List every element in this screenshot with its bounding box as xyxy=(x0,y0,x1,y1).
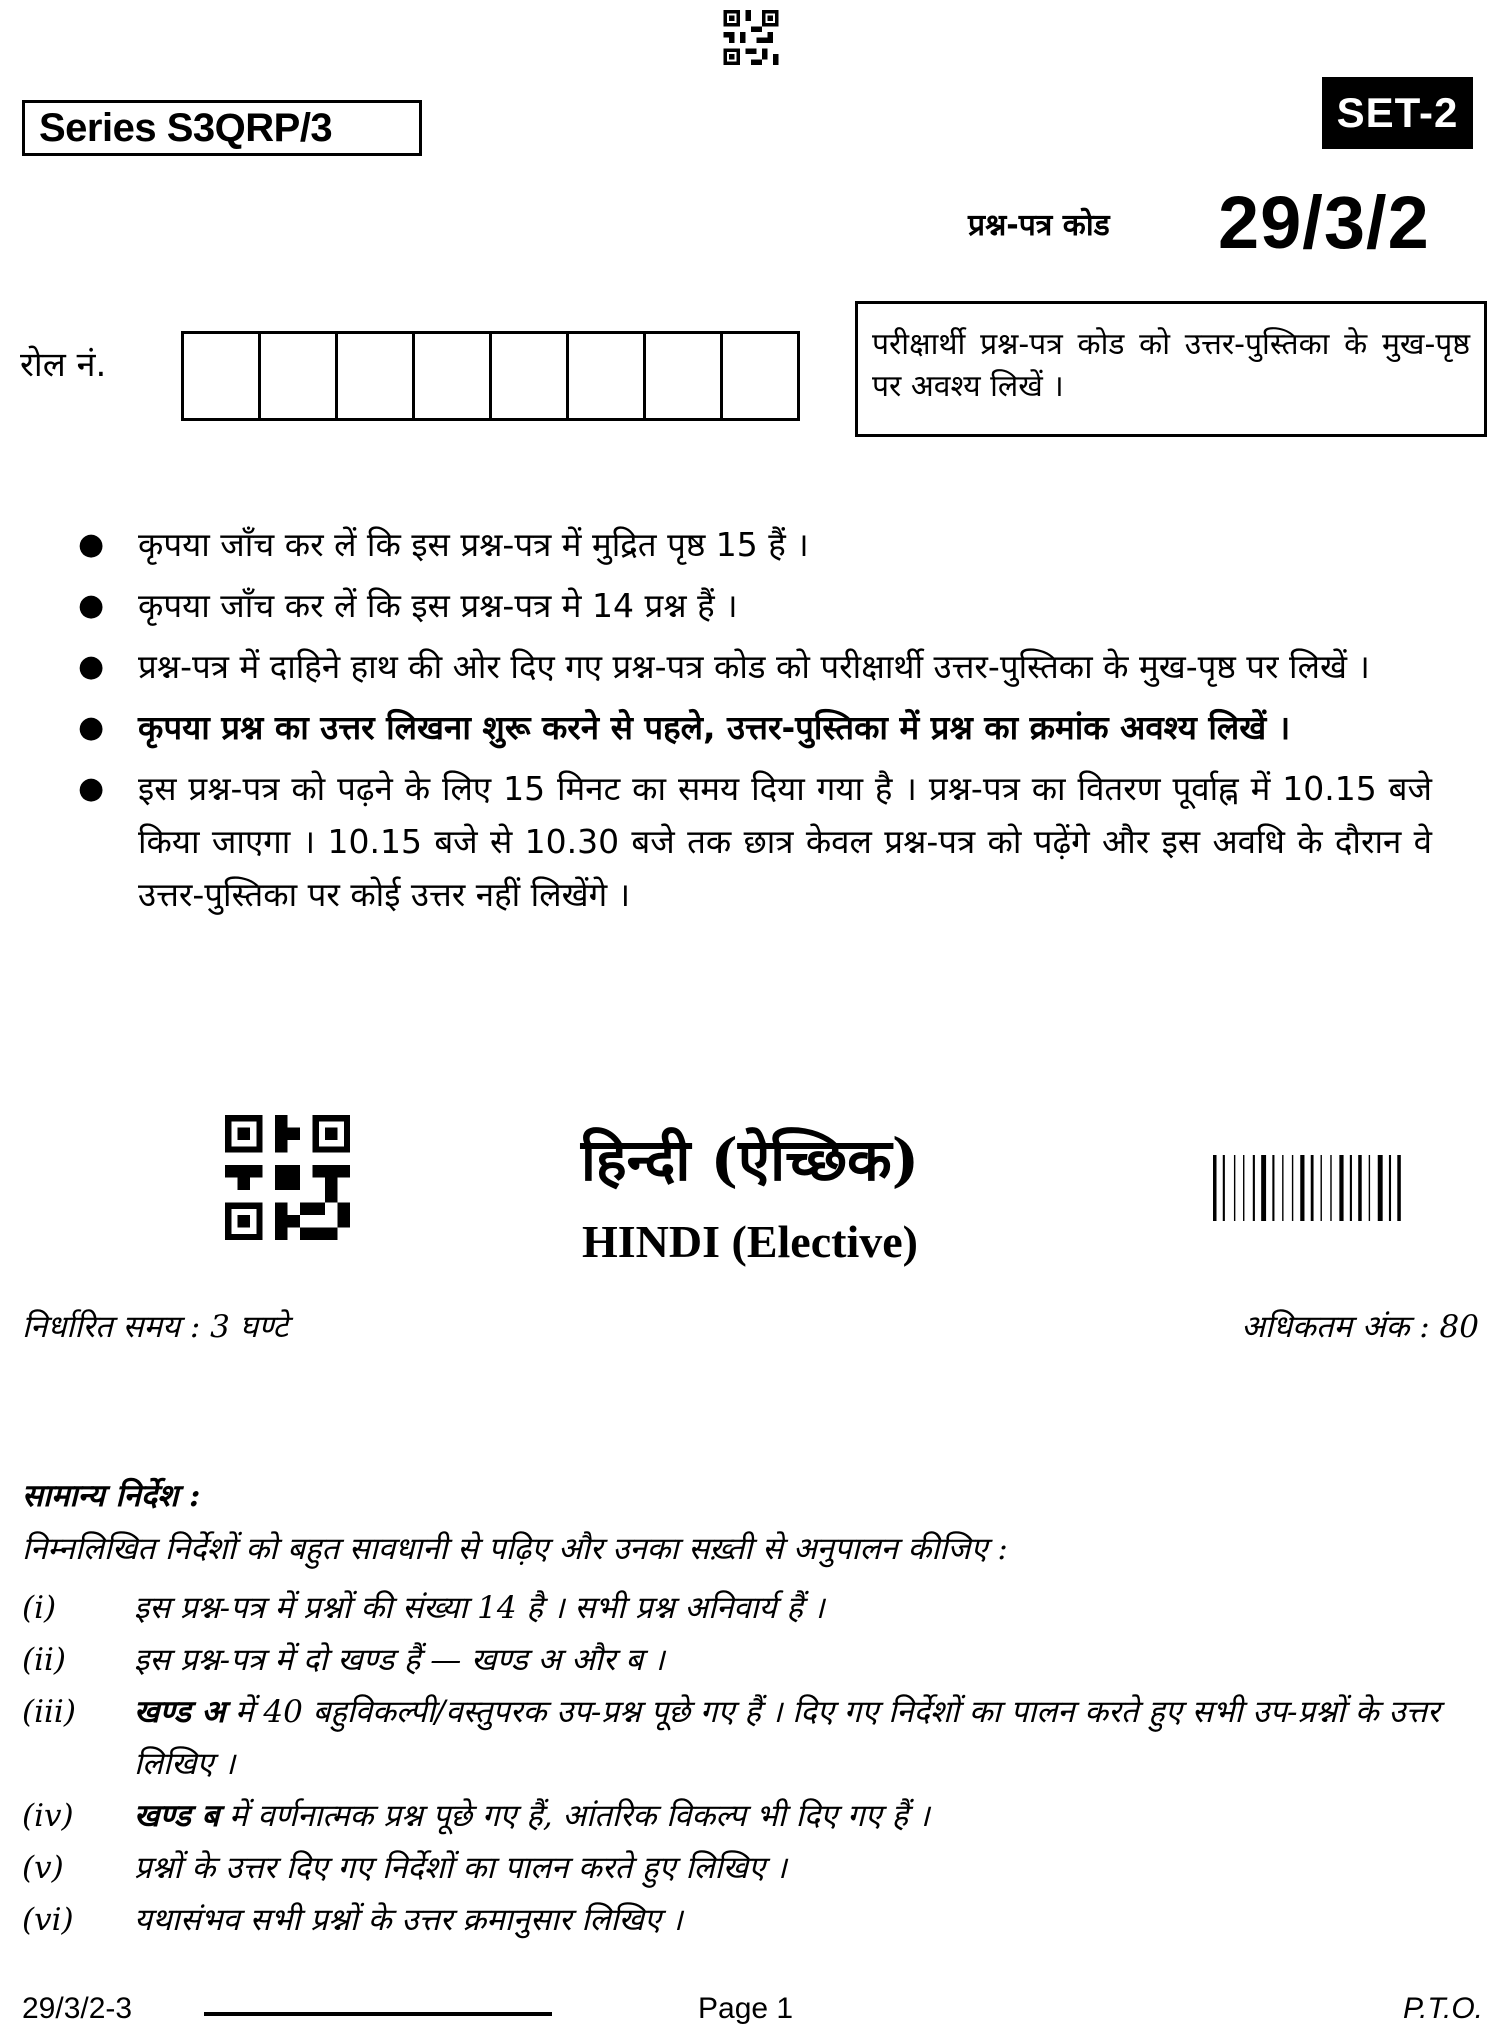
subject-title-english: HINDI (Elective) xyxy=(582,1216,918,1267)
roll-number-cell[interactable] xyxy=(646,334,723,418)
set-badge: SET-2 xyxy=(1322,77,1473,149)
pto-label: P.T.O. xyxy=(1402,1992,1483,2025)
candidate-checklist xyxy=(72,518,1432,929)
roll-number-label: रोल नं. xyxy=(20,345,107,385)
paper-code: 29/3/2 xyxy=(1218,181,1430,264)
page-number: Page 1 xyxy=(698,1992,794,2025)
footer-divider xyxy=(204,2012,552,2016)
roll-number-cell[interactable] xyxy=(184,334,261,418)
checklist-item: ● कृपया प्रश्न का उत्तर लिखना शुरू करने से पहले, उत्तर-पुस्तिका में प्रश्न का क्रमांक अवश्य लिखें । xyxy=(72,701,1432,754)
qr-code-icon xyxy=(722,10,780,65)
qr-code-icon xyxy=(225,1115,350,1240)
bullet-icon: ● xyxy=(78,588,105,623)
instruction-item: (ii) इस प्रश्न-पत्र में दो खण्ड हैं — खण्ड अ और ब । xyxy=(22,1642,665,1678)
checklist-item: ● प्रश्न-पत्र में दाहिने हाथ की ओर दिए गए प्रश्न-पत्र कोड को परीक्षार्थी उत्तर-पुस्तिका के मुख-पृष्ठ पर लिखें । xyxy=(72,640,1432,693)
instruction-item: (vi) यथासंभव सभी प्रश्नों के उत्तर क्रमानुसार लिखिए । xyxy=(22,1902,683,1938)
instruction-item: (v) प्रश्नों के उत्तर दिए गए निर्देशों का पालन करते हुए लिखिए । xyxy=(22,1850,787,1886)
bullet-icon: ● xyxy=(78,527,105,562)
instruction-item: (iii) खण्ड अ में 40 बहुविकल्पी/वस्तुपरक उप-प्रश्न पूछे गए हैं । दिए गए निर्देशों का पालन करते हुए सभी उप-प्रश्नों के उत्तर लिखिए । xyxy=(22,1694,1440,1782)
time-allowed: निर्धारित समय : 3 घण्टे xyxy=(22,1309,289,1345)
roll-number-cell[interactable] xyxy=(723,334,797,418)
maximum-marks: अधिकतम अंक : 80 xyxy=(1241,1309,1479,1345)
footer-paper-code: 29/3/2-3 xyxy=(22,1992,133,2025)
roll-number-cell[interactable] xyxy=(492,334,569,418)
bullet-icon: ● xyxy=(78,710,105,745)
roll-number-cell[interactable] xyxy=(338,334,415,418)
barcode-icon xyxy=(1213,1155,1483,1221)
general-instructions-intro: निम्नलिखित निर्देशों को बहुत सावधानी से पढ़िए और उनका सख़्ती से अनुपालन कीजिए : xyxy=(22,1531,1008,1567)
checklist-item: ● कृपया जाँच कर लें कि इस प्रश्न-पत्र मे 14 प्रश्न हैं । xyxy=(72,579,1432,632)
roll-number-cell[interactable] xyxy=(261,334,338,418)
series-label: Series S3QRP/3 xyxy=(22,100,422,156)
instruction-item: (iv) खण्ड ब में वर्णनात्मक प्रश्न पूछे गए हैं, आंतरिक विकल्प भी दिए गए हैं । xyxy=(22,1798,930,1834)
general-instructions-title: सामान्य निर्देश : xyxy=(22,1478,201,1514)
paper-code-notice: परीक्षार्थी प्रश्न-पत्र कोड को उत्तर-पुस्तिका के मुख-पृष्ठ पर अवश्य लिखें । xyxy=(855,301,1487,437)
paper-code-label: प्रश्न-पत्र कोड xyxy=(968,208,1110,243)
roll-number-grid[interactable] xyxy=(181,331,800,421)
roll-number-cell[interactable] xyxy=(569,334,646,418)
bullet-icon: ● xyxy=(78,649,105,684)
checklist-item: ● कृपया जाँच कर लें कि इस प्रश्न-पत्र में मुद्रित पृष्ठ 15 हैं । xyxy=(72,518,1432,571)
checklist-item: ● इस प्रश्न-पत्र को पढ़ने के लिए 15 मिनट का समय दिया गया है । प्रश्न-पत्र का वितरण पूर्वाह्न में 10.15 बजे किया जाएगा । 10.15 बजे से 10.30 बजे तक छात्र केवल प्रश्न-पत्र को पढ़ेंगे और इस अवधि के दौरान वे उत्तर-पुस्तिका पर कोई उत्तर नहीं लिखेंगे । xyxy=(72,762,1432,921)
roll-number-cell[interactable] xyxy=(415,334,492,418)
bullet-icon: ● xyxy=(78,771,105,806)
subject-title-hindi: हिन्दी (ऐच्छिक) xyxy=(580,1126,920,1194)
general-instructions-list xyxy=(22,1582,1482,1946)
instruction-item: (i) इस प्रश्न-पत्र में प्रश्नों की संख्या 14 है । सभी प्रश्न अनिवार्य हैं । xyxy=(22,1590,825,1626)
